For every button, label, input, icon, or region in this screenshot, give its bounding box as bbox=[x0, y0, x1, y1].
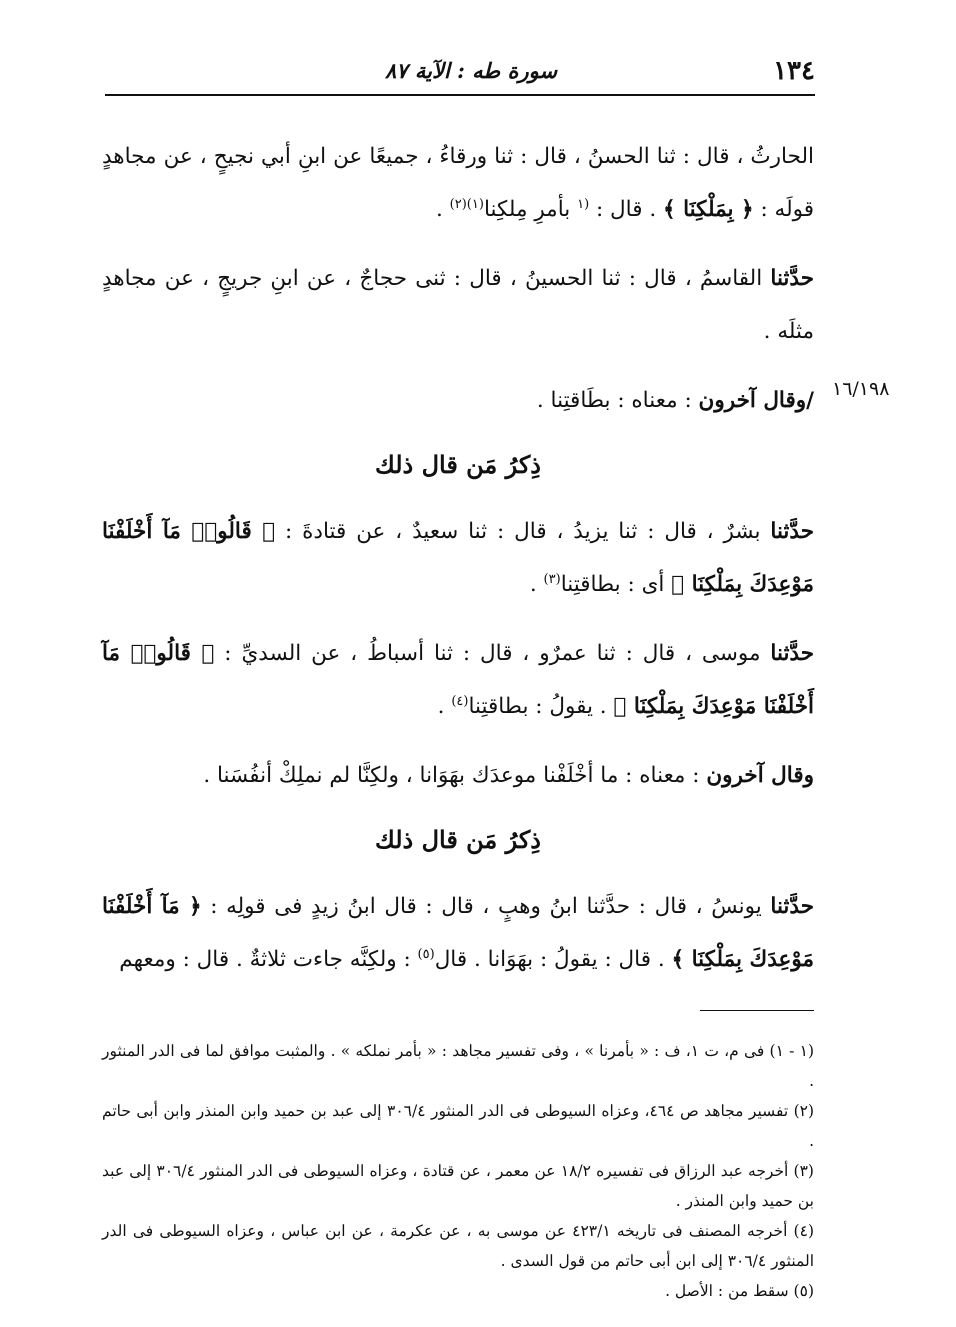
footnote-ref[interactable]: (١)(٢) bbox=[449, 196, 484, 212]
section-heading: ذِكرُ مَن قال ذلك bbox=[375, 450, 541, 479]
quran-quote: ﴿ قَالُوا۟ مَآ أَخْلَفْنَا مَوْعِدَكَ بِمَلْكِنَا ﴾ bbox=[102, 641, 814, 719]
footnote: (٤) أخرجه المصنف فى تاريخه ٤٢٣/١ عن موسى به ، عن عكرمة ، عن ابن عباس ، وعزاه السيوطى فى الدر المنثور ٣٠٦/٤ إلى ابن أبى حاتم من قول السدى . bbox=[102, 1222, 814, 1270]
footnote: (٢) تفسير مجاهد ص ٤٦٤، وعزاه السيوطى فى الدر المنثور ٣٠٦/٤ إلى عبد بن حميد وابن المنذر وابن أبى حاتم . bbox=[102, 1102, 815, 1150]
main-text bbox=[102, 130, 814, 1002]
margin-reference: ١٦/١٩٨ bbox=[832, 378, 890, 400]
paragraph-1: الحارثُ ، قال : ثنا الحسنُ ، قال : ثنا ورقاءُ ، جميعًا عن ابنِ أبي نجيحٍ ، عن مجاهدٍ قولَه : ﴿ بِمَلْكِنَا ﴾ . قال : $^{(١}$ بأمرِ مِلكِنا$^{(١)(٢)}$ . bbox=[102, 144, 814, 222]
isnad-keyword: حدَّثنا bbox=[770, 519, 814, 544]
quran-quote: ﴿ قَالُوا۟ مَآ أَخْلَفْنَا مَوْعِدَكَ بِمَلْكِنَا ﴾ bbox=[102, 519, 814, 597]
page-header bbox=[105, 50, 815, 96]
isnad-keyword: حدَّثنا bbox=[770, 894, 814, 919]
quran-quote: ﴿ مَآ أَخْلَفْنَا مَوْعِدَكَ بِمَلْكِنَا ﴾ bbox=[102, 894, 814, 972]
footnote-ref[interactable]: (١ bbox=[577, 196, 590, 212]
paragraph-3: /وقال آخرون : معناه : بطَاقتِنا . bbox=[536, 388, 814, 413]
footnote-ref[interactable]: (٥) bbox=[417, 946, 435, 962]
paragraph-4: حدَّثنا بشرٌ ، قال : ثنا يزيدُ ، قال : ثنا سعيدٌ ، عن قتادةَ : ﴿ قَالُوا۟ مَآ أَخْلَفْنَا مَوْعِدَكَ بِمَلْكِنَا ﴾ أى : بطاقتِنا$^{(٣)}$ . bbox=[102, 519, 814, 597]
page-number: ١٣٤ bbox=[773, 56, 815, 86]
paragraph-2: حدَّثنا القاسمُ ، قال : ثنا الحسينُ ، قال : ثنى حجاجٌ ، عن ابنِ جريجٍ ، عن مجاهدٍ مثلَه . bbox=[102, 266, 814, 344]
paragraph-7: حدَّثنا يونسُ ، قال : حدَّثنا ابنُ وهبٍ ، قال : قال ابنُ زيدٍ فى قولِه : ﴿ مَآ أَخْلَفْنَا مَوْعِدَكَ بِمَلْكِنَا ﴾ . قال : يقولُ : بهَوَانا . قال$^{(٥)}$ : ولكِنَّه جاءت ثلاثةٌ . قال : ومعهم bbox=[102, 894, 814, 972]
footnote: (٣) أخرجه عبد الرزاق فى تفسيره ١٨/٢ عن معمر ، عن قتادة ، وعزاه السيوطى فى الدر المنثور ٣٠٦/٤ إلى عبد بن حميد وابن المنذر . bbox=[102, 1162, 814, 1210]
opinion-keyword: وقال آخرون bbox=[706, 763, 814, 788]
paragraph-5: حدَّثنا موسى ، قال : ثنا عمرٌو ، قال : ثنا أسباطُ ، عن السديِّ : ﴿ قَالُوا۟ مَآ أَخْلَفْنَا مَوْعِدَكَ بِمَلْكِنَا ﴾ . يقولُ : بطاقتِنا$^{(٤)}$ . bbox=[102, 641, 815, 719]
footnote-ref[interactable]: (٤) bbox=[451, 693, 469, 709]
isnad-keyword: حدَّثنا bbox=[770, 641, 815, 666]
footnote: (٥) سقط من : الأصل . bbox=[665, 1282, 814, 1300]
footnote-separator bbox=[700, 1010, 814, 1011]
footnote-ref[interactable]: (٣) bbox=[543, 571, 561, 587]
isnad-keyword: حدَّثنا bbox=[770, 266, 814, 291]
quran-quote: ﴿ بِمَلْكِنَا ﴾ bbox=[663, 197, 754, 222]
opinion-keyword: /وقال آخرون bbox=[698, 388, 814, 413]
footnotes bbox=[102, 1036, 814, 1306]
footnote: (١ - ١) فى م، ت ١، ف : « بأمرنا » ، وفى تفسير مجاهد : « بأمر نملكه » . والمثبت موافق لما فى الدر المنثور . bbox=[102, 1042, 814, 1090]
section-heading: ذِكرُ مَن قال ذلك bbox=[375, 825, 541, 854]
running-title: سورة طه : الآية ٨٧ bbox=[385, 58, 558, 83]
paragraph-6: وقال آخرون : معناه : ما أخْلَفْنا موعدَك بهَوَانا ، ولكِنَّا لم نملِكْ أنفُسَنا . bbox=[203, 763, 814, 788]
